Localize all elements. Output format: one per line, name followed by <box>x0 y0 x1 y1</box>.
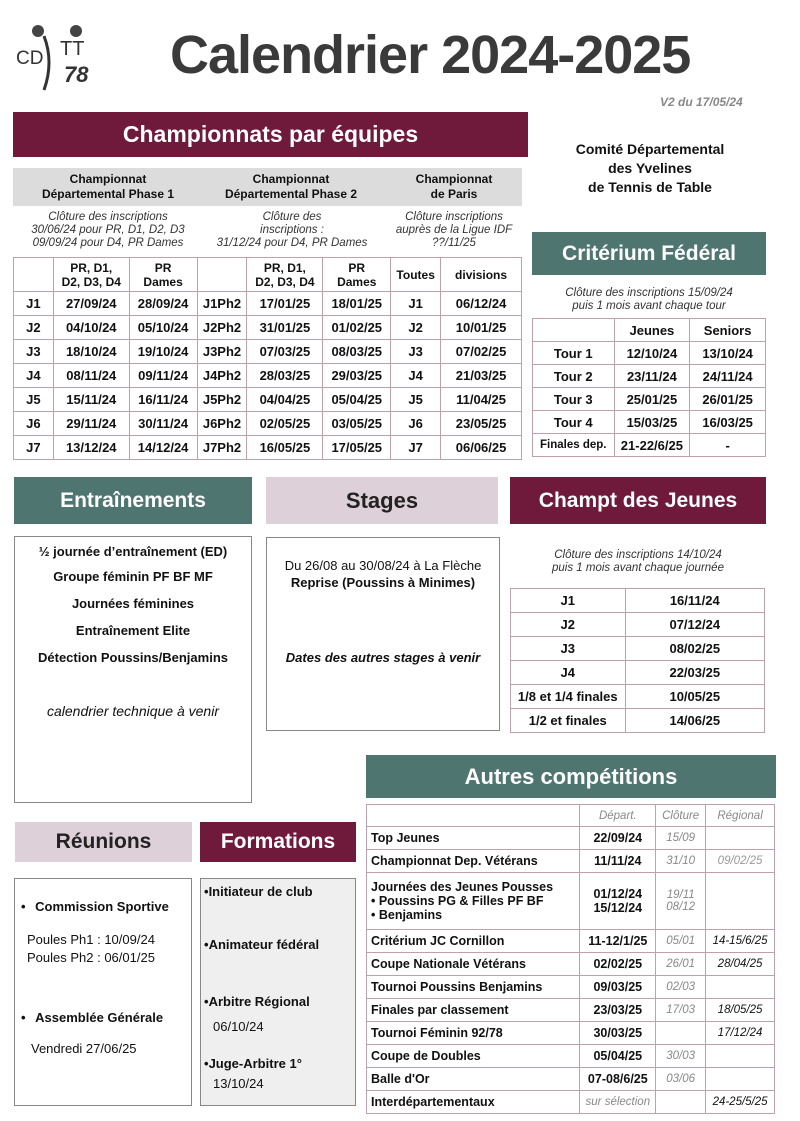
table-cell: J1Ph2 <box>197 292 247 316</box>
table-cell: 07/02/25 <box>441 340 522 364</box>
formation-item: •Animateur fédéral <box>204 937 320 952</box>
stages-banner: Stages <box>266 477 498 524</box>
table-cell: 02/02/25 <box>580 953 656 976</box>
table-cell: 23/03/25 <box>580 999 656 1022</box>
criterium-banner: Critérium Fédéral <box>532 232 766 275</box>
table-cell: 16/05/25 <box>247 436 323 460</box>
table-cell: 30/03 <box>656 1045 706 1068</box>
table-cell: 1/2 et finales <box>511 709 626 733</box>
table-cell: 17/01/25 <box>247 292 323 316</box>
formation-item: •Initiateur de club <box>204 884 313 899</box>
table-cell: 06/06/25 <box>441 436 522 460</box>
jeunes-banner: Champt des Jeunes <box>510 477 766 524</box>
formation-item: •Juge-Arbitre 1° <box>204 1056 302 1071</box>
table-cell: J3 <box>14 340 54 364</box>
committee-line: Comité Départemental <box>575 141 725 157</box>
table-cell: J6Ph2 <box>197 412 247 436</box>
table-cell: Tournoi Féminin 92/78 <box>367 1022 580 1045</box>
table-cell: J2Ph2 <box>197 316 247 340</box>
table-cell: 14-15/6/25 <box>706 930 775 953</box>
autres-table <box>366 804 775 1114</box>
entrainement-item: Journées féminines <box>71 596 195 611</box>
table-cell: 30/03/25 <box>580 1022 656 1045</box>
reunion-sub: Poules Ph1 : 10/09/24 <box>27 932 155 947</box>
formation-item: •Arbitre Régional <box>204 994 310 1009</box>
table-row <box>533 388 766 411</box>
table-cell: 23/11/24 <box>614 365 690 388</box>
table-cell: J4 <box>14 364 54 388</box>
table-row <box>367 1091 775 1114</box>
table-cell: J5Ph2 <box>197 388 247 412</box>
table-cell <box>706 976 775 999</box>
table-cell: 03/06 <box>656 1068 706 1091</box>
table-cell: J1 <box>511 589 626 613</box>
col-header: Départ. <box>580 805 656 827</box>
table-row <box>367 1045 775 1068</box>
reunions-box <box>14 878 192 1106</box>
formation-label: Arbitre Régional <box>208 994 310 1009</box>
table-cell: 11/04/25 <box>441 388 522 412</box>
table-row <box>14 436 522 460</box>
table-cell <box>706 827 775 850</box>
col-header: Régional <box>706 805 775 827</box>
table-cell: J1 <box>14 292 54 316</box>
table-row <box>14 292 522 316</box>
table-row <box>367 930 775 953</box>
formation-label: Animateur fédéral <box>208 937 320 952</box>
table-cell: 01/12/24 15/12/24 <box>580 873 656 930</box>
table-cell: 17/05/25 <box>323 436 391 460</box>
logo-cd: CD <box>16 48 44 69</box>
table-cell: Top Jeunes <box>367 827 580 850</box>
table-cell: 15/03/25 <box>614 411 690 434</box>
table-cell: J2 <box>511 613 626 637</box>
table-row <box>14 364 522 388</box>
table-cell: 28/04/25 <box>706 953 775 976</box>
table-row <box>511 589 765 613</box>
table-row <box>367 1022 775 1045</box>
formation-label: Juge-Arbitre 1° <box>208 1056 302 1071</box>
version: V2 du 17/05/24 <box>660 95 743 109</box>
table-cell: 31/01/25 <box>247 316 323 340</box>
formations-banner: Formations <box>200 822 356 862</box>
jeunes-note: Clôture des inscriptions 14/10/24 puis 1 mois avant chaque journée <box>552 549 724 574</box>
table-cell: J2 <box>391 316 441 340</box>
table-cell: Tour 3 <box>533 388 615 411</box>
entrainement-item: Détection Poussins/Benjamins <box>38 650 228 665</box>
entrainement-item: Entraînement Elite <box>75 623 191 638</box>
reunions-banner: Réunions <box>15 822 192 862</box>
table-cell: 24-25/5/25 <box>706 1091 775 1114</box>
table-cell: 11-12/1/25 <box>580 930 656 953</box>
table-cell: 14/12/24 <box>129 436 197 460</box>
logo-78: 78 <box>64 62 89 87</box>
table-row <box>511 685 765 709</box>
table-cell: 01/02/25 <box>323 316 391 340</box>
table-cell: 16/11/24 <box>129 388 197 412</box>
table-cell: Finales par classement <box>367 999 580 1022</box>
entrainement-item: Groupe féminin PF BF MF <box>53 569 213 584</box>
formation-date: 06/10/24 <box>213 1019 264 1034</box>
col-header: PR, D1, D2, D3, D4 <box>247 258 323 292</box>
table-cell: J7 <box>391 436 441 460</box>
logo <box>14 22 104 92</box>
table-row <box>511 661 765 685</box>
table-cell: 02/03 <box>656 976 706 999</box>
table-cell <box>656 1091 706 1114</box>
table-row <box>511 709 765 733</box>
table-cell: 22/03/25 <box>625 661 764 685</box>
reunion-item: • Assemblée Générale <box>21 1010 164 1025</box>
table-cell: J5 <box>14 388 54 412</box>
table-cell: 03/05/25 <box>323 412 391 436</box>
table-cell: 09/03/25 <box>580 976 656 999</box>
table-cell: Coupe Nationale Vétérans <box>367 953 580 976</box>
table-cell: J3 <box>511 637 626 661</box>
table-cell: 11/11/24 <box>580 850 656 873</box>
logo-tt: TT <box>60 38 85 60</box>
table-cell: 12/10/24 <box>614 342 690 365</box>
table-cell: 28/03/25 <box>247 364 323 388</box>
page-title: Calendrier 2024-2025 <box>170 25 691 85</box>
col-header: PR Dames <box>129 258 197 292</box>
table-row <box>367 976 775 999</box>
table-cell: 18/05/25 <box>706 999 775 1022</box>
champ-header-2: Championnat Départemental Phase 2 <box>224 172 358 201</box>
table-cell: 30/11/24 <box>129 412 197 436</box>
table-cell: Championnat Dep. Vétérans <box>367 850 580 873</box>
table-cell: J6 <box>391 412 441 436</box>
table-cell: Journées des Jeunes Pousses • Poussins PG & Filles PF BF • Benjamins <box>367 873 580 930</box>
table-row <box>367 827 775 850</box>
table-cell: 06/12/24 <box>441 292 522 316</box>
col-header <box>367 805 580 827</box>
table-cell: Coupe de Doubles <box>367 1045 580 1068</box>
table-row <box>367 953 775 976</box>
table-cell: 24/11/24 <box>690 365 766 388</box>
jeunes-table <box>510 588 765 733</box>
table-cell: 23/05/25 <box>441 412 522 436</box>
table-cell: 29/11/24 <box>53 412 129 436</box>
stages-footer: Dates des autres stages à venir <box>285 650 481 665</box>
table-cell: Tour 4 <box>533 411 615 434</box>
table-cell: 1/8 et 1/4 finales <box>511 685 626 709</box>
table-cell <box>706 1045 775 1068</box>
col-header <box>197 258 247 292</box>
table-cell: 21-22/6/25 <box>614 434 690 457</box>
table-cell: 28/09/24 <box>129 292 197 316</box>
table-cell: J2 <box>14 316 54 340</box>
table-cell <box>706 873 775 930</box>
col-header <box>533 319 615 342</box>
table-cell: 18/10/24 <box>53 340 129 364</box>
table-cell: J7 <box>14 436 54 460</box>
committee-line: des Yvelines <box>608 160 692 176</box>
table-cell: Tour 1 <box>533 342 615 365</box>
table-cell: 02/05/25 <box>247 412 323 436</box>
table-cell: Balle d'Or <box>367 1068 580 1091</box>
table-cell: 15/09 <box>656 827 706 850</box>
col-header: divisions <box>441 258 522 292</box>
table-cell: Finales dep. <box>533 434 615 457</box>
table-cell: 05/10/24 <box>129 316 197 340</box>
championnats-banner: Championnats par équipes <box>13 112 528 157</box>
table-cell: 05/01 <box>656 930 706 953</box>
table-cell: 09/11/24 <box>129 364 197 388</box>
table-cell: 13/12/24 <box>53 436 129 460</box>
table-row <box>533 342 766 365</box>
table-row <box>367 873 775 930</box>
table-cell: J3 <box>391 340 441 364</box>
formation-date: 13/10/24 <box>213 1076 264 1091</box>
col-header: Jeunes <box>614 319 690 342</box>
table-cell: 10/05/25 <box>625 685 764 709</box>
table-cell: 17/03 <box>656 999 706 1022</box>
stages-line1: Du 26/08 au 30/08/24 à La Flèche <box>284 558 482 573</box>
table-row <box>14 316 522 340</box>
criterium-note: Clôture des inscriptions 15/09/24 puis 1 mois avant chaque tour <box>565 287 733 312</box>
table-cell: - <box>690 434 766 457</box>
table-cell <box>656 1022 706 1045</box>
formation-label: Initiateur de club <box>208 884 313 899</box>
table-cell: 07/12/24 <box>625 613 764 637</box>
table-cell: 31/10 <box>656 850 706 873</box>
table-cell: 08/11/24 <box>53 364 129 388</box>
table-cell: 10/01/25 <box>441 316 522 340</box>
col-header: Seniors <box>690 319 766 342</box>
table-cell: J5 <box>391 388 441 412</box>
reunion-label: Commission Sportive <box>35 899 169 914</box>
table-cell: J4 <box>511 661 626 685</box>
table-cell: 07-08/6/25 <box>580 1068 656 1091</box>
table-cell: 04/10/24 <box>53 316 129 340</box>
table-cell: J7Ph2 <box>197 436 247 460</box>
reunion-item: • Commission Sportive <box>21 899 169 914</box>
table-cell: 18/01/25 <box>323 292 391 316</box>
reunion-label: Assemblée Générale <box>35 1010 164 1025</box>
table-cell: sur sélection <box>580 1091 656 1114</box>
table-cell: 07/03/25 <box>247 340 323 364</box>
table-cell: 16/11/24 <box>625 589 764 613</box>
champ-header-3: Championnat de Paris <box>415 172 493 201</box>
table-cell: J6 <box>14 412 54 436</box>
champ-note-2: Clôture des inscriptions : 31/12/24 pour D4, PR Dames <box>216 211 368 249</box>
table-row <box>367 850 775 873</box>
table-cell <box>706 1068 775 1091</box>
table-cell: J4 <box>391 364 441 388</box>
table-cell: Critérium JC Cornillon <box>367 930 580 953</box>
criterium-table <box>532 318 766 457</box>
col-header: PR Dames <box>323 258 391 292</box>
table-cell: 08/02/25 <box>625 637 764 661</box>
table-cell: 05/04/25 <box>580 1045 656 1068</box>
reunion-sub: Vendredi 27/06/25 <box>31 1041 137 1056</box>
table-cell: 22/09/24 <box>580 827 656 850</box>
entrainements-box <box>14 536 252 803</box>
table-cell: 17/12/24 <box>706 1022 775 1045</box>
entrainements-banner: Entraînements <box>14 477 252 524</box>
entrainement-item: ½ journée d’entraînement (ED) <box>38 544 228 559</box>
reunion-sub: Poules Ph2 : 06/01/25 <box>27 950 155 965</box>
table-row <box>367 1068 775 1091</box>
table-cell: 26/01/25 <box>690 388 766 411</box>
autres-banner: Autres compétitions <box>366 755 776 798</box>
table-cell: 05/04/25 <box>323 388 391 412</box>
table-cell: 09/02/25 <box>706 850 775 873</box>
table-cell: 08/03/25 <box>323 340 391 364</box>
table-cell: Interdépartementaux <box>367 1091 580 1114</box>
table-cell: 14/06/25 <box>625 709 764 733</box>
table-cell: 19/11 08/12 <box>656 873 706 930</box>
champ-note-1: Clôture des inscriptions 30/06/24 pour PR, D1, D2, D3 09/09/24 pour D4, PR Dames <box>31 211 185 249</box>
table-row <box>511 613 765 637</box>
col-header: Clôture <box>656 805 706 827</box>
table-cell: Tournoi Poussins Benjamins <box>367 976 580 999</box>
table-cell: J1 <box>391 292 441 316</box>
table-cell: 26/01 <box>656 953 706 976</box>
table-row <box>14 388 522 412</box>
col-header: Toutes <box>391 258 441 292</box>
table-cell: J4Ph2 <box>197 364 247 388</box>
championnats-table <box>13 257 522 460</box>
table-cell: 16/03/25 <box>690 411 766 434</box>
stages-line2: Reprise (Poussins à Minimes) <box>290 575 476 590</box>
table-cell: 15/11/24 <box>53 388 129 412</box>
table-row <box>533 411 766 434</box>
table-row <box>533 365 766 388</box>
table-cell: 13/10/24 <box>690 342 766 365</box>
col-header <box>14 258 54 292</box>
table-cell: 27/09/24 <box>53 292 129 316</box>
table-cell: 04/04/25 <box>247 388 323 412</box>
table-row <box>367 999 775 1022</box>
table-cell: J3Ph2 <box>197 340 247 364</box>
table-row <box>14 340 522 364</box>
table-row <box>14 412 522 436</box>
table-cell: 25/01/25 <box>614 388 690 411</box>
table-row <box>533 434 766 457</box>
committee <box>540 140 760 197</box>
entrainement-footer: calendrier technique à venir <box>47 703 219 719</box>
table-cell: 29/03/25 <box>323 364 391 388</box>
table-row <box>511 637 765 661</box>
table-cell: Tour 2 <box>533 365 615 388</box>
stages-box <box>266 537 500 731</box>
champ-note-3: Clôture inscriptions auprès de la Ligue IDF ??/11/25 <box>395 211 513 249</box>
formations-box <box>200 878 356 1106</box>
champ-header-1: Championnat Départemental Phase 1 <box>41 172 175 201</box>
col-header: PR, D1, D2, D3, D4 <box>53 258 129 292</box>
table-cell: 21/03/25 <box>441 364 522 388</box>
table-cell: 19/10/24 <box>129 340 197 364</box>
committee-line: de Tennis de Table <box>588 179 712 195</box>
